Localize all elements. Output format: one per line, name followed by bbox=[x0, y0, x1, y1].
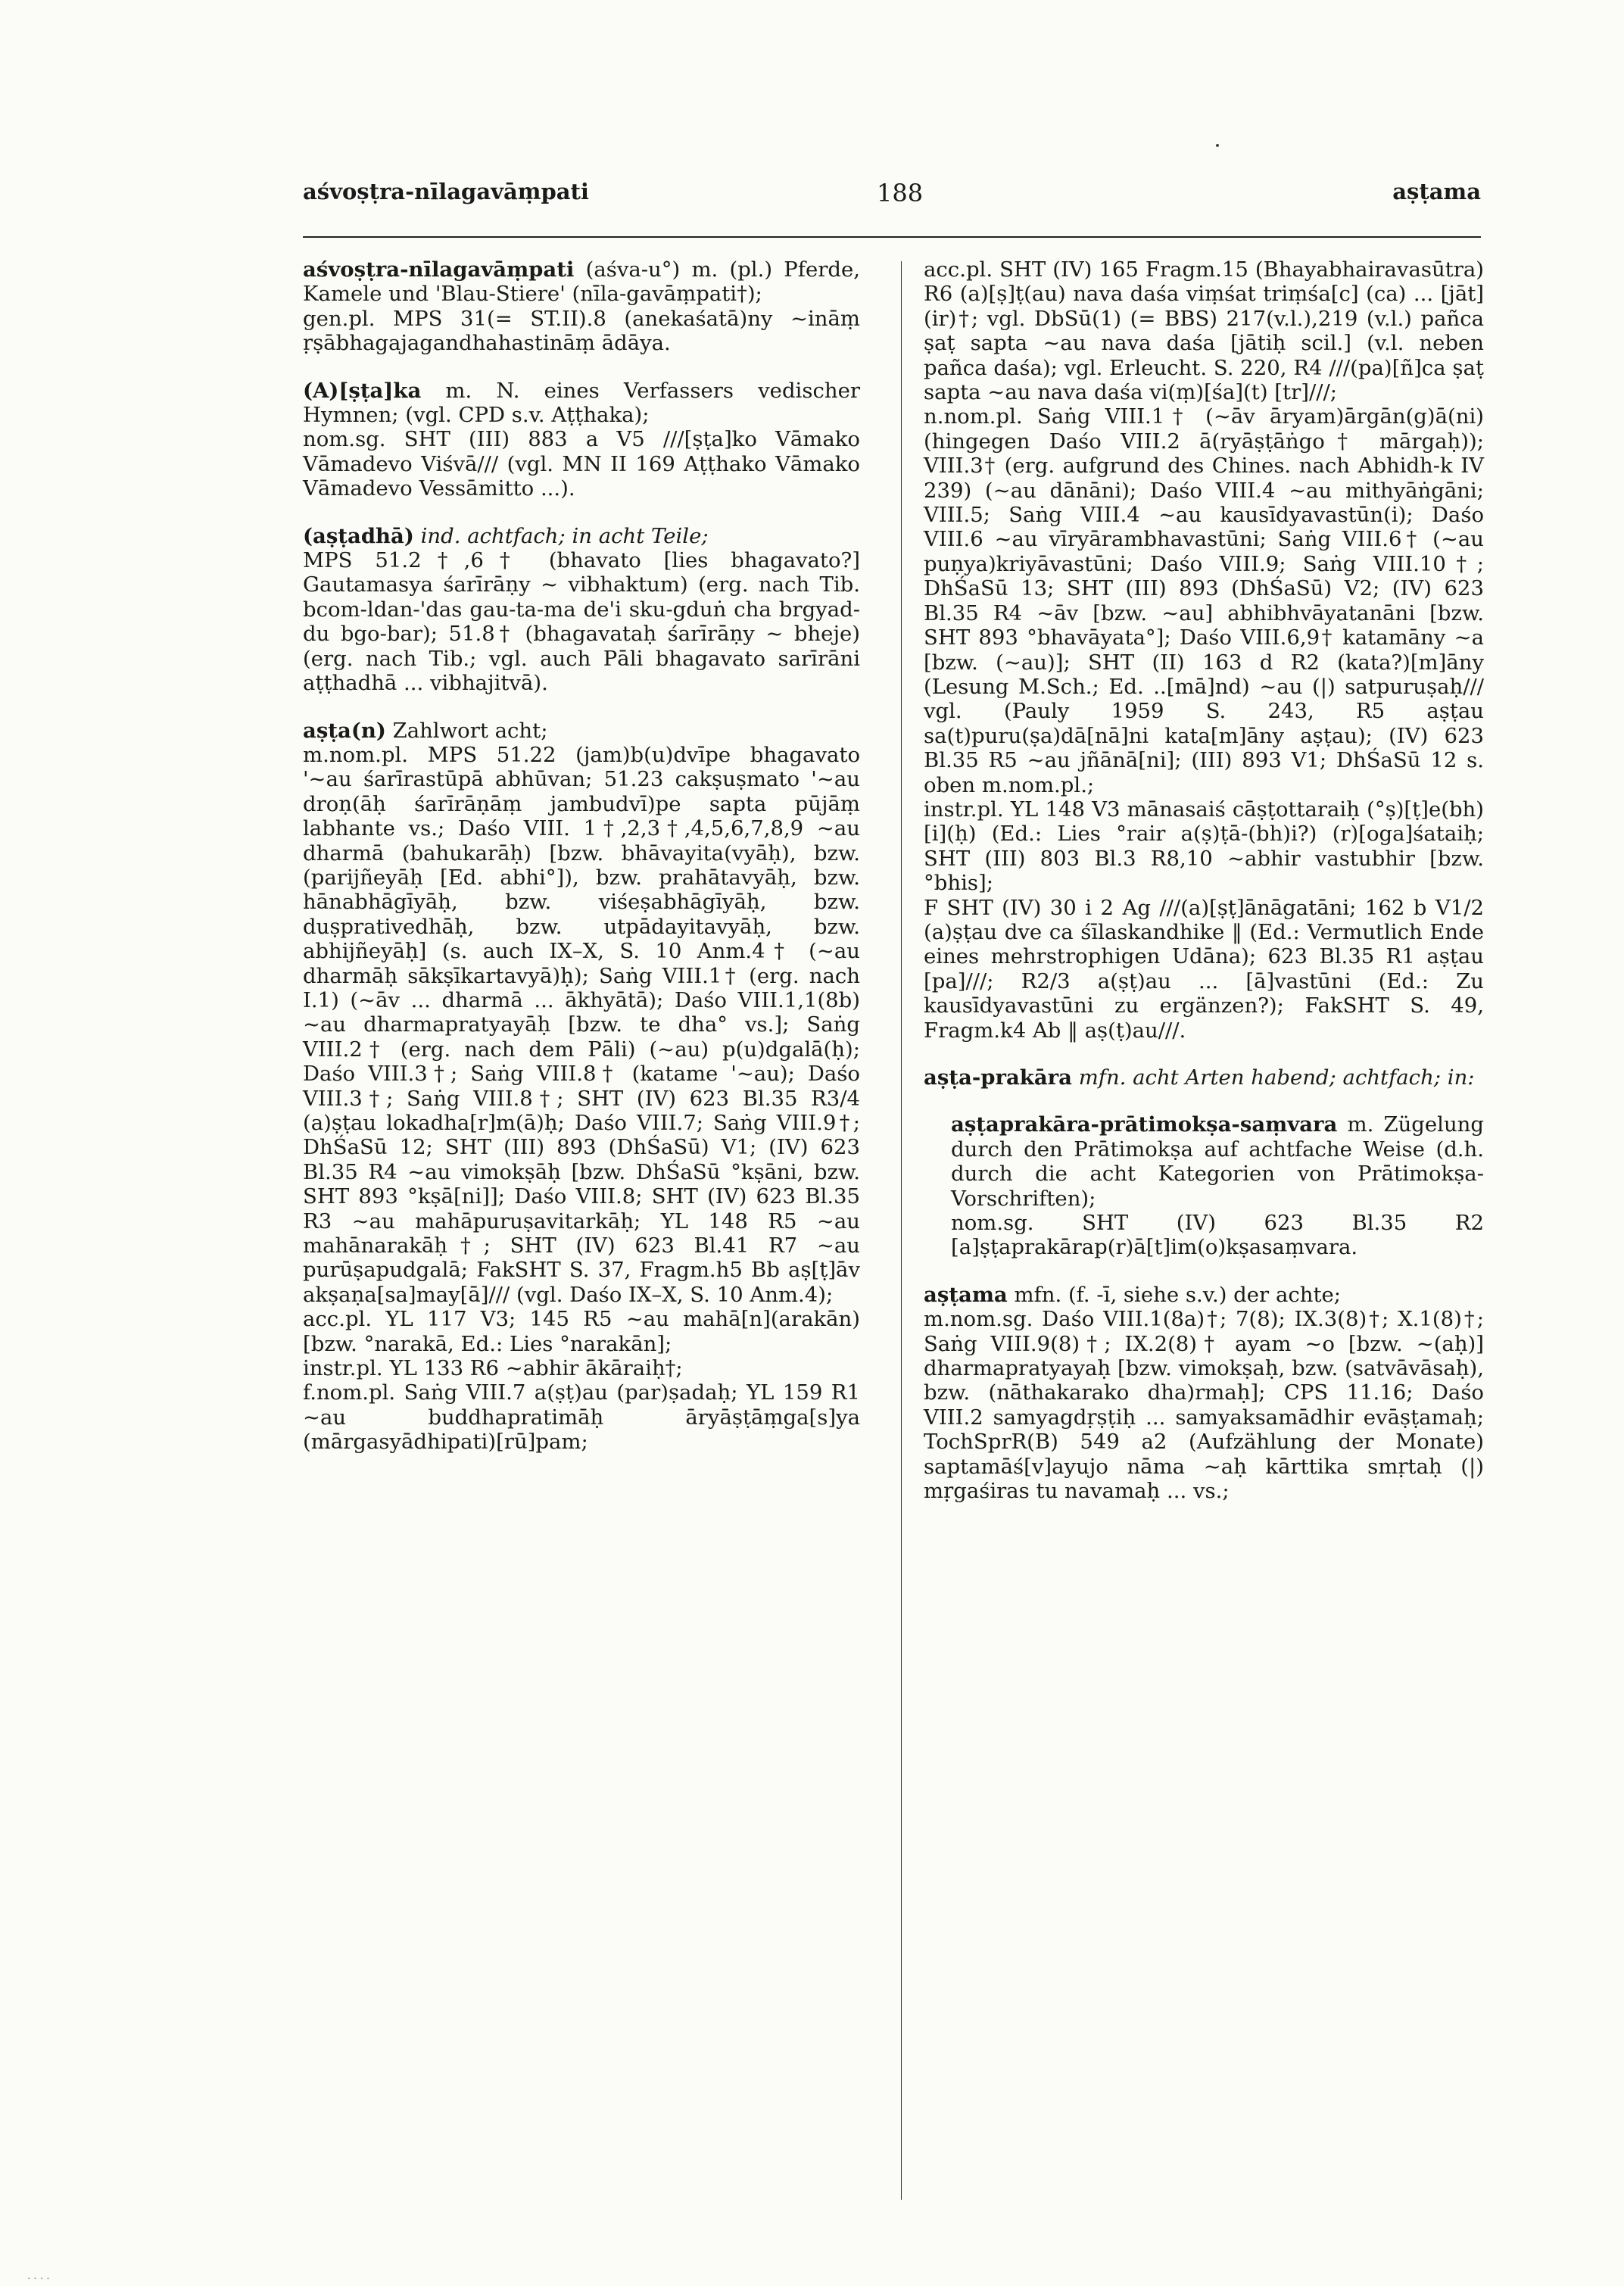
dictionary-entry bbox=[924, 1283, 1484, 1504]
page-header bbox=[303, 179, 1481, 224]
entry-line: nom.sg. SHT (III) 883 a V5 ///[ṣṭa]ko Vāmako Vāmadevo Viśvā/// (vgl. MN II 169 Aṭṭhako Vāmako Vāmadevo Vessāmitto ...). bbox=[303, 427, 860, 501]
entry-line: gen.pl. MPS 31(= ST.II).8 (anekaśatā)ny ~ināṃ ṛṣābhagajagandhahastināṃ ādāya. bbox=[303, 306, 860, 356]
entry-headword: aṣṭama bbox=[924, 1282, 1008, 1307]
dictionary-entry bbox=[303, 719, 860, 1455]
entry-headword: aṣṭa-prakāra bbox=[924, 1065, 1072, 1090]
entry-headword: aṣṭa(n) bbox=[303, 718, 386, 743]
left-column bbox=[303, 257, 860, 1477]
entry-line: m.nom.sg. Daśo VIII.1(8a)†; 7(8); IX.3(8)†; X.1(8)†; Saṅg VIII.9(8)†; IX.2(8)† ayam ~o [bzw. ~(aḥ)] dharmapratyayaḥ [bzw. vimokṣaḥ, bzw. (satvāvāsaḥ), bzw. (nāthakarako dha)rmaḥ]; CPS 11.16; Daśo VIII.2 samyagdṛṣṭiḥ ... samyaksamādhir evāṣṭamaḥ; TochSprR(B) 549 a2 (Aufzählung der Monate) saptamāś[v]ayujo nāma ~aḥ kārttika smṛtaḥ (|) mṛgaśiras tu navamaḥ ... vs.; bbox=[924, 1307, 1484, 1504]
dictionary-entry bbox=[924, 1065, 1484, 1090]
dictionary-entry bbox=[303, 257, 860, 356]
entry-headword: (A)[ṣṭa]ka bbox=[303, 378, 422, 403]
entry-line: mfn. acht Arten habend; achtfach; in: bbox=[1078, 1065, 1475, 1090]
dictionary-entry-continued bbox=[924, 257, 1484, 1043]
right-column bbox=[924, 257, 1484, 1527]
entry-line: n.nom.pl. Saṅg VIII.1† (~āv āryam)ārgān(g)ā(ni) (hingegen Daśo VIII.2 ā(ryāṣṭāṅgo† mārgaḥ)); VIII.3† (erg. aufgrund des Chines. nach Abhidh-k IV 239) (~au dānāni); Daśo VIII.4 ~au mithyāṅgāni; VIII.5; Saṅg VIII.4 ~au kausīdyavastūn(i); Daśo VIII.6 ~au vīryārambhavastūni; Saṅg VIII.6† (~au puṇya)kriyāvastūni; Daśo VIII.9; Saṅg VIII.10†; DhŚaSū 13; SHT (III) 893 (DhŚaSū) V2; (IV) 623 Bl.35 R4 ~āv [bzw. ~au] abhibhvāyatanāni [bzw. SHT 893 °bhavāyata°]; Daśo VIII.6,9† katamāny ~a [bzw. (~au)]; SHT (II) 163 d R2 (kata?)[m]āny (Lesung M.Sch.; Ed. ..[mā]nd) ~au (|) satpuruṣaḥ/// vgl. (Pauly 1959 S. 243, R5 aṣṭau sa(t)puru(ṣa)dā[nā]ni kata[m]āny aṣṭau); (IV) 623 Bl.35 R5 ~au jñānā[ni]; (III) 893 V1; DhŚaSū 12 s. oben m.nom.pl.; bbox=[924, 404, 1484, 797]
entry-line: f.nom.pl. Saṅg VIII.7 a(ṣṭ)au (par)ṣadaḥ; YL 159 R1 ~au buddhapratimāḥ āryāṣṭāṃga[s]ya (mārgasyādhipati)[rū]pam; bbox=[303, 1380, 860, 1455]
entry-line: acc.pl. YL 117 V3; 145 R5 ~au mahā[n](arakān) [bzw. °narakā, Ed.: Lies °narakān]; bbox=[303, 1307, 860, 1356]
entry-line: instr.pl. YL 148 V3 mānasaiś cāṣṭottaraiḥ (°ṣ)[ṭ]e(bh)[i](ḥ) (Ed.: Lies °rair a(ṣ)ṭā-(bh)i?) (r)[oga]śataiḥ; SHT (III) 803 Bl.3 R8,10 ~abhir vastubhir [bzw. °bhis]; bbox=[924, 797, 1484, 896]
entry-headword: aśvoṣṭra-nīlagavāṃpati bbox=[303, 257, 575, 282]
scan-footer-mark: .... bbox=[26, 2270, 51, 2282]
entry-line: m.nom.pl. MPS 51.22 (jam)b(u)dvīpe bhagavato '~au śarīrastūpā abhūvan; 51.23 cakṣuṣmato '~au droṇ(āḥ śarīrāṇāṃ jambudvī)pe sapta pūjāṃ labhante vs.; Daśo VIII. 1†,2,3†,4,5,6,7,8,9 ~au dharmā (bahukarāḥ) [bzw. bhāvayita(vyāḥ), bzw. (parijñeyāḥ [Ed. abhi°]), bzw. prahātavyāḥ, bzw. hānabhāgīyāḥ, bzw. viśeṣabhāgīyāḥ, bzw. duṣprativedhāḥ, bzw. utpādayitavyāḥ, bzw. abhijñeyāḥ] (s. auch IX–X, S. 10 Anm.4† (~au dharmāḥ sākṣīkartavyā)ḥ); Saṅg VIII.1† (erg. nach I.1) (~āv ... dharmā ... ākhyātā); Daśo VIII.1,1(8b) ~au dharmapratyayāḥ [bzw. te dha° vs.]; Saṅg VIII.2† (erg. nach dem Pāli) (~au) p(u)dgalā(ḥ); Daśo VIII.3†; Saṅg VIII.8† (katame '~au); Daśo VIII.3†; Saṅg VIII.8†; SHT (IV) 623 Bl.35 R3/4 (a)ṣṭau lokadha[r]m(ā)ḥ; Daśo VIII.7; Saṅg VIII.9†; DhŚaSū 12; SHT (III) 893 (DhŚaSū) V1; (IV) 623 Bl.35 R4 ~au vimokṣāḥ [bzw. DhŚaSū °kṣāni, bzw. SHT 893 °kṣā[ni]]; Daśo VIII.8; SHT (IV) 623 Bl.35 R3 ~au mahāpuruṣavitarkāḥ; YL 148 R5 ~au mahānarakāḥ†; SHT (IV) 623 Bl.41 R7 ~au purūṣapudgalā; FakSHT S. 37, Fragm.h5 Bb aṣ[ṭ]āv akṣaṇa[sa]may[ā]/// (vgl. Daśo IX–X, S. 10 Anm.4); bbox=[303, 742, 860, 1307]
entry-line: (aśva-u°) m. (pl.) Pferde, Kamele und 'Blau-Stiere' (nīla-gavāṃpati†); bbox=[303, 257, 860, 307]
header-right-catchword: aṣṭama bbox=[1392, 179, 1481, 204]
entry-line: ind. achtfach; in acht Teile; bbox=[420, 523, 709, 548]
page-speck bbox=[1216, 144, 1219, 147]
dictionary-entry bbox=[303, 524, 860, 696]
entry-headword: (aṣṭadhā) bbox=[303, 523, 414, 548]
entry-line: m. Zügelung durch den Prātimokṣa auf achtfache Weise (d.h. durch die acht Kategorien von Prātimokṣa-Vorschriften); bbox=[951, 1112, 1484, 1211]
entry-line: MPS 51.2†,6† (bhavato [lies bhagavato?] Gautamasya śarīrāṇy ~ vibhaktum) (erg. nach Tib. bcom-ldan-'das gau-ta-ma de'i sku-gduṅ cha brgyad-du bgo-bar); 51.8† (bhagavataḥ śarīrāṇy ~ bheje) (erg. nach Tib.; vgl. auch Pāli bhagavato sarīrāni aṭṭhadhā ... vibhajitvā). bbox=[303, 548, 860, 696]
page-number: 188 bbox=[877, 179, 924, 207]
header-rule bbox=[303, 236, 1481, 238]
entry-line: acc.pl. SHT (IV) 165 Fragm.15 (Bhayabhairavasūtra) R6 (a)[ṣ]ṭ(au) nava daśa viṃśat triṃśa[c] (ca) ... [jāt](ir)†; vgl. DbSū(1) (= BBS) 217(v.l.),219 (v.l.) pañca ṣaṭ sapta ~au nava daśa [jātiḥ scil.] (v.l. neben pañca daśa); vgl. Erleucht. S. 220, R4 ///(pa)[ñ]ca ṣaṭ sapta ~au nava daśa vi(ṃ)[śa](t) [tr]///; bbox=[924, 257, 1484, 405]
entry-headword: aṣṭaprakāra-prātimokṣa-saṃvara bbox=[951, 1112, 1338, 1137]
column-separator bbox=[901, 261, 902, 2200]
entry-line: m. N. eines Verfassers vedischer Hymnen; (vgl. CPD s.v. Aṭṭhaka); bbox=[303, 378, 860, 428]
dictionary-subentry bbox=[924, 1112, 1484, 1259]
entry-line: F SHT (IV) 30 i 2 Ag ///(a)[ṣṭ]ānāgatāni; 162 b V1/2 (a)ṣṭau dve ca śīlaskandhike ‖ (Ed.: Vermutlich Ende eines mehrstrophigen Udāna); 623 Bl.35 R1 aṣṭau [pa]///; R2/3 a(ṣṭ)au ... [ā]vastūni (Ed.: Zu kausīdyavastūni zu ergänzen?); FakSHT S. 49, Fragm.k4 Ab ‖ aṣ(ṭ)au///. bbox=[924, 895, 1484, 1043]
header-left-catchword: aśvoṣṭra-nīlagavāṃpati bbox=[303, 179, 589, 204]
entry-line: nom.sg. SHT (IV) 623 Bl.35 R2 [a]ṣṭaprakārap(r)ā[t]im(o)kṣasaṃvara. bbox=[951, 1211, 1484, 1260]
entry-line: mfn. (f. -ī, siehe s.v.) der achte; bbox=[1014, 1282, 1342, 1307]
entry-line: Zahlwort acht; bbox=[392, 718, 548, 743]
dictionary-entry bbox=[303, 379, 860, 501]
entry-line: instr.pl. YL 133 R6 ~abhir ākāraiḥ†; bbox=[303, 1356, 683, 1381]
